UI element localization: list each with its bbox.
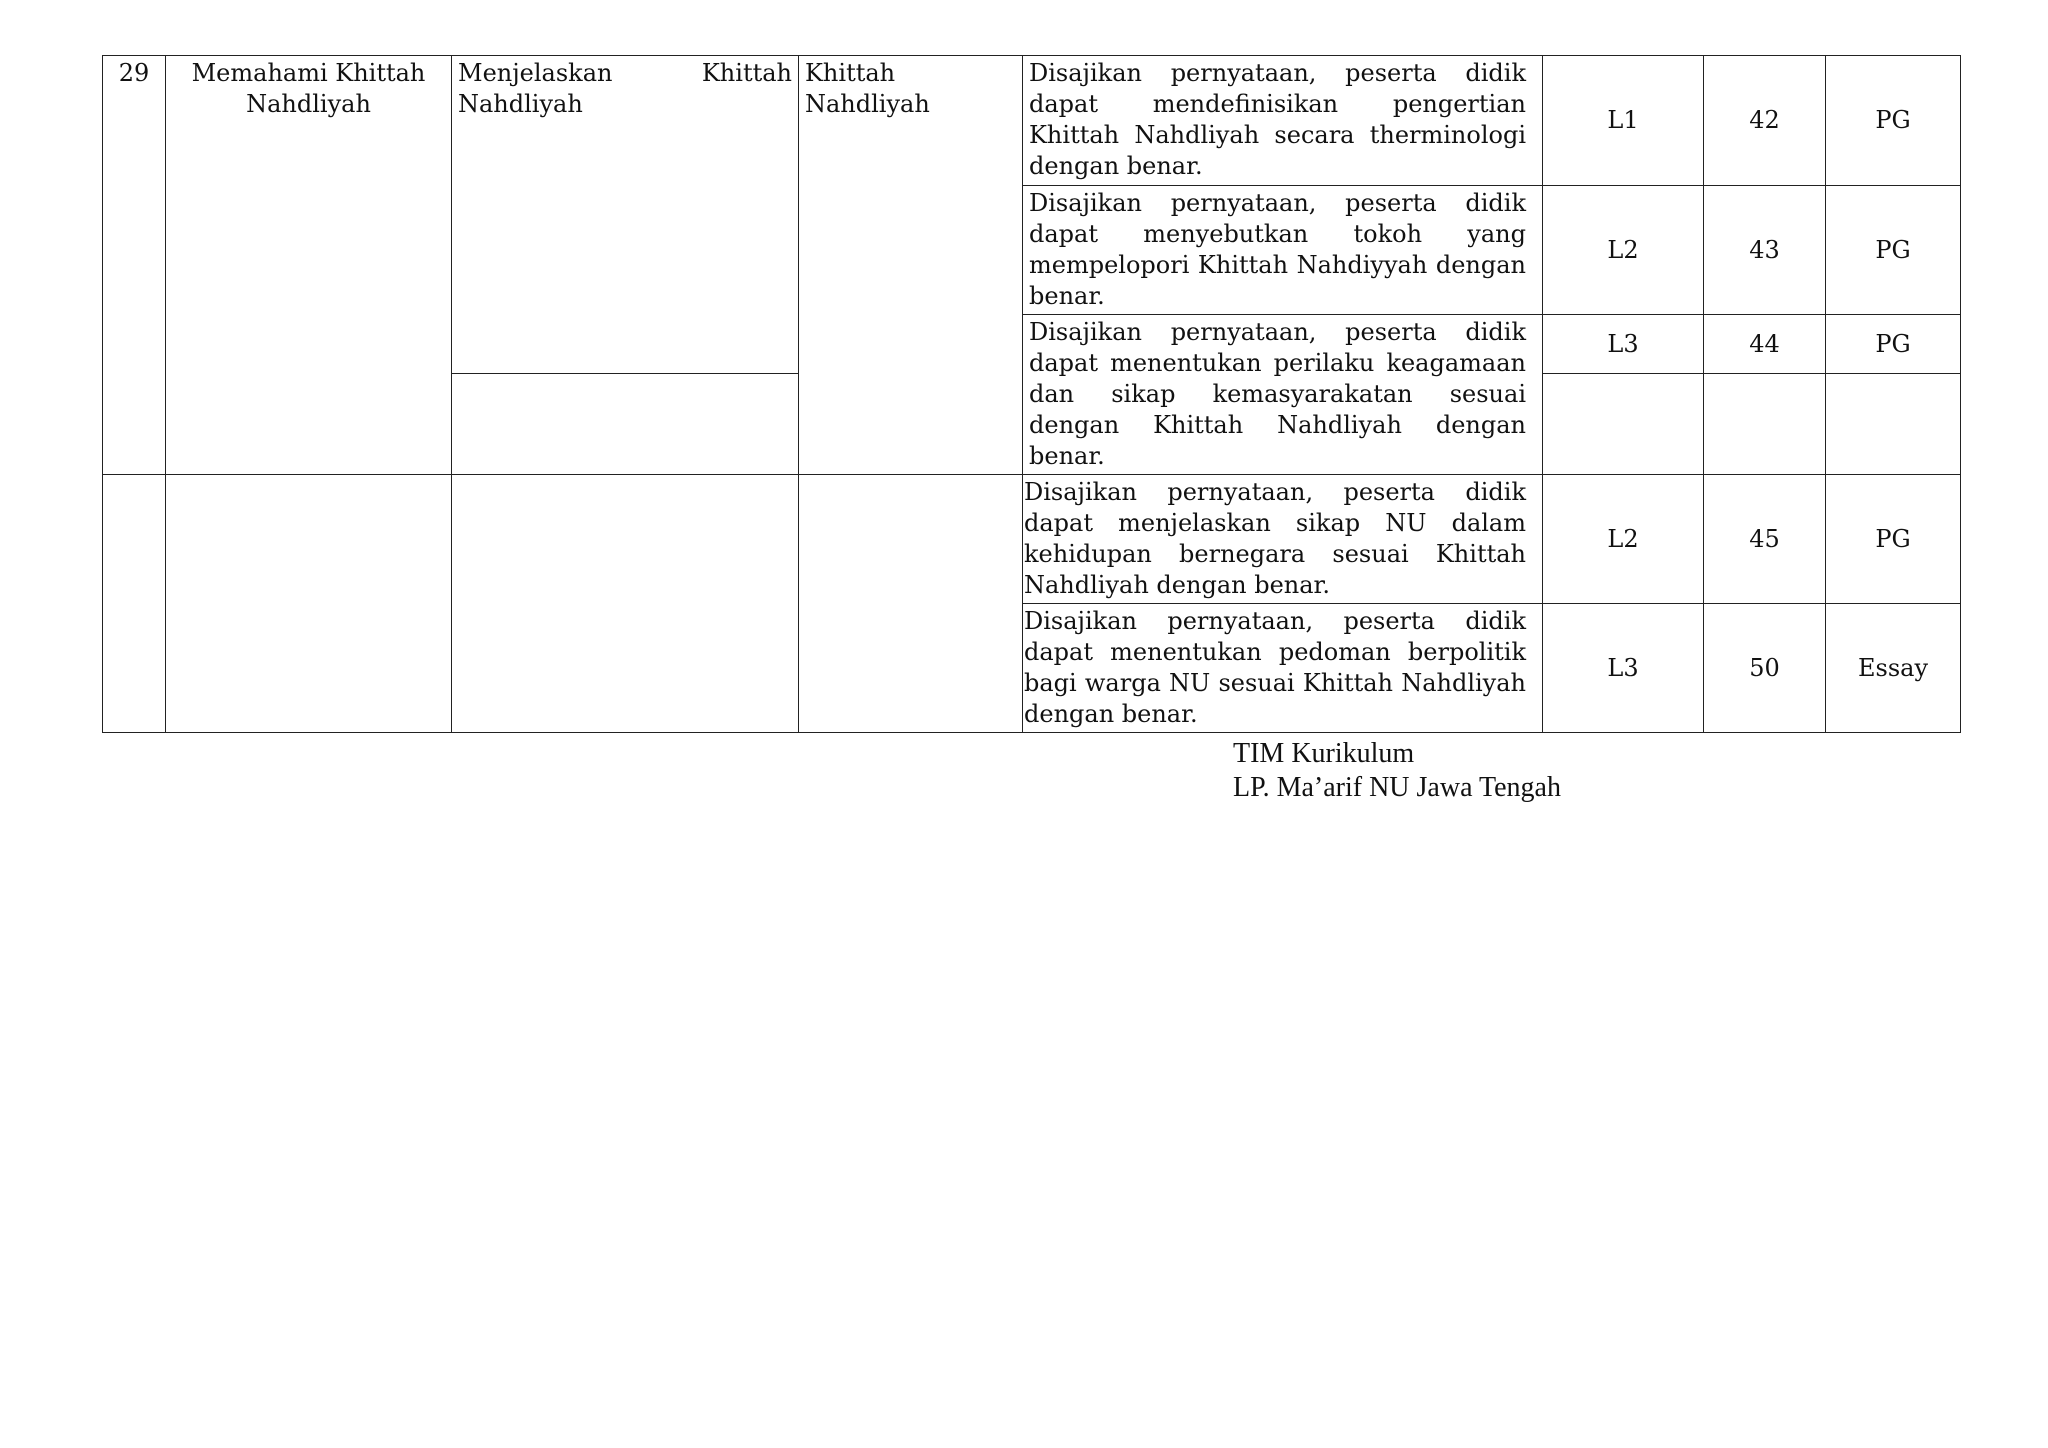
empty-kompetensi-cell [166, 475, 452, 733]
signature-block [1233, 737, 1561, 805]
row-number-cell: 29 [103, 56, 166, 475]
indikator-cell: Disajikan pernyataan, peserta didik dapat menjelaskan sikap NU dalam kehidupan bernegara sesuai Khittah Nahdliyah dengan benar. [1023, 475, 1543, 604]
bentuk-soal-cell: PG [1826, 186, 1961, 315]
level-cell: L3 [1543, 604, 1704, 733]
materi-word-left: Menjelaskan [458, 59, 613, 87]
empty-bentuk-cell [1826, 374, 1961, 475]
empty-materi-cell [452, 475, 799, 733]
nomor-soal-cell: 44 [1704, 315, 1826, 374]
level-cell: L2 [1543, 475, 1704, 604]
bentuk-soal-cell: PG [1826, 56, 1961, 186]
empty-materi-cell [452, 374, 799, 475]
kompetensi-cell: Memahami Khittah Nahdliyah [166, 56, 452, 475]
level-cell: L3 [1543, 315, 1704, 374]
indikator-cell: Disajikan pernyataan, peserta didik dapat menyebutkan tokoh yang mempelopori Khittah Nahdiyyah dengan benar. [1023, 186, 1543, 315]
indikator-cell: Disajikan pernyataan, peserta didik dapat menentukan perilaku keagamaan dan sikap kemasyarakatan sesuai dengan Khittah Nahdliyah dengan benar. [1023, 315, 1543, 475]
indikator-cell: Disajikan pernyataan, peserta didik dapat mendefinisikan pengertian Khittah Nahdliyah secara therminologi dengan benar. [1023, 56, 1543, 186]
nomor-soal-cell: 43 [1704, 186, 1826, 315]
empty-topik-cell [799, 475, 1023, 733]
materi-cell [452, 56, 799, 374]
signature-institution: LP. Ma’arif NU Jawa Tengah [1233, 772, 1561, 803]
bentuk-soal-cell: PG [1826, 475, 1961, 604]
nomor-soal-cell: 50 [1704, 604, 1826, 733]
nomor-soal-cell: 42 [1704, 56, 1826, 186]
materi-line-2: Nahdliyah [458, 90, 583, 118]
bentuk-soal-cell: Essay [1826, 604, 1961, 733]
level-cell: L1 [1543, 56, 1704, 186]
materi-word-right: Khittah [701, 59, 792, 87]
nomor-soal-cell: 45 [1704, 475, 1826, 604]
indikator-cell: Disajikan pernyataan, peserta didik dapat menentukan pedoman berpolitik bagi warga NU sesuai Khittah Nahdliyah dengan benar. [1023, 604, 1543, 733]
bentuk-soal-cell: PG [1826, 315, 1961, 374]
empty-level-cell [1543, 374, 1704, 475]
kisi-kisi-table [102, 55, 1961, 733]
empty-number-cell [103, 475, 166, 733]
empty-nomor-cell [1704, 374, 1826, 475]
table-row [103, 56, 1961, 186]
materi-line-1 [458, 58, 792, 89]
signature-team: TIM Kurikulum [1233, 738, 1415, 769]
table-row [103, 475, 1961, 604]
topik-cell: Khittah Nahdliyah [799, 56, 1023, 475]
level-cell: L2 [1543, 186, 1704, 315]
